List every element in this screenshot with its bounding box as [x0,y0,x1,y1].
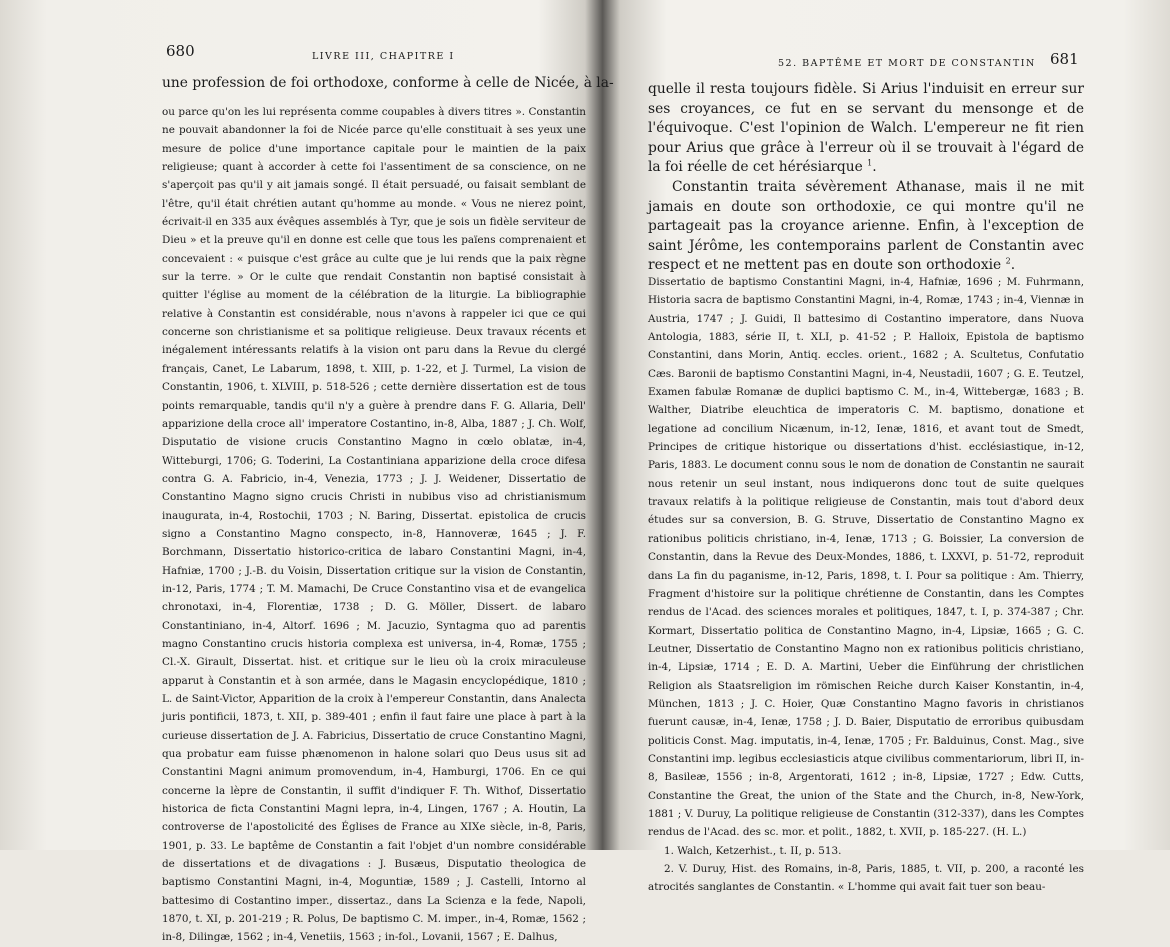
page-number: 681 [1050,50,1079,68]
footnote-2: 2. V. Duruy, Hist. des Romains, in-8, Paris, 1885, t. VII, p. 200, a raconté les atrocités sanglantes de Constantin. « L'homme qui avait fait tuer son beau- [648,863,1084,894]
running-head: LIVRE III, CHAPITRE I [312,51,455,62]
main-text [648,80,1084,276]
footnote-continuation [648,273,1084,894]
footnote-continuation [162,103,586,944]
body-line: une profession de foi orthodoxe, conforme à celle de Nicée, à la- [162,75,614,91]
footnote-1: 1. Walch, Ketzerhist., t. II, p. 513. [664,844,842,857]
right-page [612,0,1170,894]
note-ref: 2 [1005,256,1011,266]
running-head: 52. BAPTÊME ET MORT DE CONSTANTIN [778,58,1036,69]
paragraph: Constantin traita sévèrement Athanase, mais il ne mit jamais en doute son orthodoxie, ce qui montre qu'il ne partageait pas la croyance arienne. Enfin, à l'exception de saint Jérôme, les contemporains parlent de Constantin avec respect et ne mettent pas en doute son orthodoxie $^2$. [648,178,1084,274]
footnote-text: ou parce qu'on les lui représenta comme coupables à divers titres ». Constantin ne pouvait abandonner la foi de Nicée parce qu'elle constituait à ses yeux une mesure de police d'une importance capitale pour le maintien de la paix religieuse; quant à accorder à cette foi l'assentiment de sa conscience, on ne s'aperçoit pas qu'il y ait jamais songé. Il était persuadé, ou faisait semblant de l'être, qu'il était chrétien autant qu'homme au monde. « Vous ne nierez point, écrivait-il en 335 aux évêques assemblés à Tyr, que je sois un fidèle serviteur de Dieu » et la preuve qu'il en donne est celle que tous les païens comprenaient et concevaient : « puisque c'est grâce au culte que je lui rends que la paix règne sur la terre. » Or le culte que rendait Constantin non baptisé consistait à quitter l'église au moment de la célébration de la liturgie. La bibliographie relative à Constantin est considérable, nous n'avons à rappeler ici que ce qui concerne son christianisme et sa politique religieuse. Deux travaux récents et inégalement intéressants relatifs à la vision ont paru dans la Revue du clergé français, Canet, Le Labarum, 1898, t. XIII, p. 1-22, et J. Turmel, La vision de Constantin, 1906, t. XLVIII, p. 518-526 ; cette dernière dissertation est de tous points remarquable, tandis qu'il n'y a guère à prendre dans F. G. Allaria, Dell' apparizione della croce all' imperatore Costantino, in-8, Alba, 1887 ; J. Ch. Wolf, Disputatio de visione crucis Constantino Magno in cœlo oblatæ, in-4, Witteburgi, 1706; G. Toderini, La Costantiniana apparizione della croce difesa contra G. A. Fabricio, in-4, Venezia, 1773 ; J. J. Weidener, Dissertatio de Constantino Magno signo crucis Christi in nubibus viso ad christianismum inaugurata, in-4, Rostochii, 1703 ; N. Baring, Dissertat. epistolica de crucis signo a Constantino Magno conspecto, in-8, Hannoveræ, 1645 ; J. F. Borchmann, Dissertatio historico-critica de labaro Constantini Magni, in-4, Hafniæ, 1700 ; J.-B. du Voisin, Dissertation critique sur la vision de Constantin, in-12, Paris, 1774 ; T. M. Mamachi, De Cruce Constantino visa et de evangelica chronotaxi, in-4, Florentiæ, 1738 ; D. G. Möller, Dissert. de labaro Constantiniano, in-4, Altorf. 1696 ; M. Jacuzio, Syntagma quo ad parentis magno Constantino crucis historia complexa est universa, in-4, Romæ, 1755 ; Cl.-X. Girault, Dissertat. hist. et critique sur le lieu où la croix miraculeuse apparut à Constantin et à son armée, dans le Magasin encyclopédique, 1810 ; L. de Saint-Victor, Apparition de la croix à l'empereur Constantin, dans Analecta juris pontificii, 1873, t. XII, p. 389-401 ; enfin il faut faire une place à part à la curieuse dissertation de J. A. Fabricius, Dissertatio de cruce Constantino Magni, qua probatur eam fuisse phænomenon in halone solari quo Deus usus sit ad Constantini Magni animum promovendum, in-4, Hamburgi, 1706. En ce qui concerne la lèpre de Constantin, il suffit d'indiquer F. Th. Withof, Dissertatio historica de ficta Constantini Magni lepra, in-4, Lingen, 1767 ; A. Houtin, La controverse de l'apostolicité des Églises de France au XIXe siècle, in-8, Paris, 1901, p. 33. Le baptême de Constantin a fait l'objet d'un nombre considérable de dissertations et de divagations : J. Busæus, Disputatio theologica de baptismo Constantini Magni, in-4, Moguntiæ, 1589 ; J. Castelli, Intorno al battesimo di Costantino imper., dissertaz., dans La Scienza e la fede, Napoli, 1870, t. XI, p. 201-219 ; R. Polus, De baptismo C. M. imper., in-4, Romæ, 1562 ; in-8, Dilingæ, 1562 ; in-4, Venetiis, 1563 ; in-fol., Lovanii, 1567 ; E. Dalhus, [162,106,586,944]
footnote-text: Dissertatio de baptismo Constantini Magni, in-4, Hafniæ, 1696 ; M. Fuhrmann, Historia sacra de baptismo Constantini Magni, in-4, Romæ, 1743 ; in-4, Viennæ in Austria, 1747 ; J. Guidi, Il battesimo di Costantino imperatore, dans Nuova Antologia, 1883, série II, t. XLI, p. 41-52 ; P. Halloix, Epistola de baptismo Constantini, dans Morin, Antiq. eccles. orient., 1682 ; A. Scultetus, Confutatio Cæs. Baronii de baptismo Constantini Magni, in-4, Neustadii, 1607 ; G. E. Teutzel, Examen fabulæ Romanæ de duplici baptismo C. M., in-4, Wittebergæ, 1683 ; B. Walther, Diatribe eleuchtica de imperatoris C. M. baptismo, donatione et legatione ad concilium Nicænum, in-12, Ienæ, 1816, et avant tout de Smedt, Principes de critique historique ou dissertations d'hist. ecclésiastique, in-12, Paris, 1883. Le document connu sous le nom de donation de Constantin ne saurait nous retenir un seul instant, nous indiquerons donc tout de suite quelques travaux relatifs à la politique religieuse de Constantin, mais tout d'abord deux études sur sa conversion, B. G. Struve, Dissertatio de Constantino Magno ex rationibus politicis christiano, in-4, Ienæ, 1713 ; G. Boissier, La conversion de Constantin, dans la Revue des Deux-Mondes, 1886, t. LXXVI, p. 51-72, reproduit dans La fin du paganisme, in-12, Paris, 1898, t. I. Pour sa politique : Am. Thierry, Fragment d'histoire sur la politique chrétienne de Constantin, dans les Comptes rendus de l'Acad. des sciences morales et politiques, 1847, t. I, p. 374-387 ; Chr. Kormart, Dissertatio politica de Constantino Magno, in-4, Lipsiæ, 1665 ; G. C. Leutner, Dissertatio de Constantino Magno non ex rationibus politicis christiano, in-4, Lipsiæ, 1714 ; E. D. A. Martini, Ueber die Einführung der christlichen Religion als Staatsreligion im römischen Reiche durch Kaiser Konstantin, in-4, München, 1813 ; J. C. Hoier, Quæ Constantino Magno favoris in christianos fuerunt causæ, in-4, Ienæ, 1758 ; J. D. Baier, Disputatio de erroribus quibusdam politicis Const. Mag. imputatis, in-4, Ienæ, 1705 ; Fr. Balduinus, Const. Mag., sive Constantini imp. legibus ecclesiasticis atque civilibus commentariorum, libri II, in-8, Basileæ, 1556 ; in-8, Argentorati, 1612 ; in-8, Lipsiæ, 1727 ; Edw. Cutts, Constantine the Great, the union of the State and the Church, in-8, New-York, 1881 ; V. Duruy, La politique religieuse de Constantin (312-337), dans les Comptes rendus de l'Acad. des sc. mor. et polit., 1882, t. XVII, p. 185-227. (H. L.) [648,276,1084,839]
note-ref: 1 [867,158,873,168]
paragraph: quelle il resta toujours fidèle. Si Arius l'induisit en erreur sur ses croyances, ce fut en se servant du mensonge et de l'équivoque. C'est l'opinion de Walch. L'empereur ne fit rien pour Arius que grâce à l'erreur où il se trouvait à l'égard de la foi réelle de cet hérésiarque $^1$. [648,81,1084,176]
page-number: 680 [166,42,195,60]
